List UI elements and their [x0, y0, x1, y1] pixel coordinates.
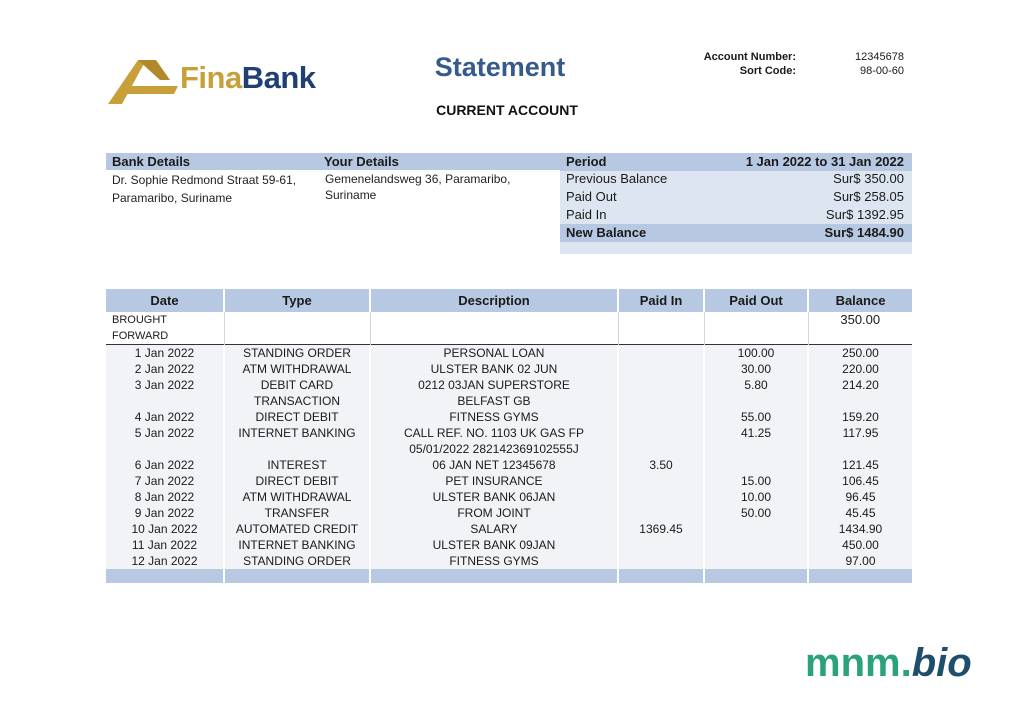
- paid-in-value: Sur$ 1392.95: [825, 207, 904, 222]
- table-row: [106, 425, 912, 457]
- table-row: [106, 505, 912, 521]
- table-row: [106, 377, 912, 409]
- table-row: [106, 473, 912, 489]
- date-cell-text: 9 Jan 2022: [134, 506, 195, 520]
- description-cell: [370, 489, 618, 505]
- paid-in-cell: [618, 457, 704, 473]
- table-row: [106, 489, 912, 505]
- bank-logo-icon: [108, 58, 178, 106]
- type-cell: [224, 377, 370, 409]
- brought-forward-balance: 350.00: [808, 312, 912, 345]
- type-cell: [224, 345, 370, 361]
- balance-cell: [808, 473, 912, 489]
- paid-out-cell: [704, 361, 808, 377]
- brought-forward-row: [106, 312, 912, 345]
- date-cell-text: 3 Jan 2022: [134, 378, 195, 392]
- statement-title: Statement: [434, 52, 566, 82]
- paid-out-cell: [704, 473, 808, 489]
- table-cell: [224, 312, 370, 345]
- column-header-balance: Balance: [808, 289, 912, 312]
- description-cell: [370, 505, 618, 521]
- description-cell-text-line2: 05/01/2022 282142369102555J: [409, 442, 579, 456]
- date-cell-text: 5 Jan 2022: [134, 426, 195, 440]
- description-cell-text-line2: BELFAST GB: [457, 394, 531, 408]
- description-cell-text: 06 JAN NET 12345678: [432, 458, 556, 472]
- paid-out-cell-text: 55.00: [740, 410, 772, 424]
- description-cell: [370, 457, 618, 473]
- column-header-paid-in: Paid In: [618, 289, 704, 312]
- paid-in-cell: [618, 489, 704, 505]
- account-number-label: Account Number:: [703, 51, 796, 63]
- paid-out-cell-text: 100.00: [737, 346, 775, 360]
- balance-cell: [808, 489, 912, 505]
- description-cell-text: FROM JOINT: [457, 506, 531, 520]
- description-cell: [370, 553, 618, 569]
- balance-cell-text: 250.00: [842, 346, 879, 360]
- type-cell: [224, 425, 370, 457]
- date-cell: [106, 409, 224, 425]
- date-cell: [106, 489, 224, 505]
- bank-details-heading: Bank Details: [106, 153, 320, 170]
- balance-cell-text: 117.95: [842, 426, 879, 440]
- type-cell: [224, 553, 370, 569]
- paid-in-label: Paid In: [566, 207, 607, 222]
- balance-cell: [808, 361, 912, 377]
- paid-in-cell: [618, 473, 704, 489]
- period-label: Period: [566, 154, 607, 169]
- paid-out-cell: [704, 505, 808, 521]
- date-cell: [106, 425, 224, 457]
- balance-cell-text: 96.45: [845, 490, 876, 504]
- watermark-part1: mnm.: [805, 641, 912, 685]
- balance-cell: [808, 521, 912, 537]
- date-cell: [106, 473, 224, 489]
- date-cell-text: 1 Jan 2022: [134, 346, 195, 360]
- footer-cell: [106, 569, 224, 583]
- balance-cell-text: 450.00: [842, 538, 879, 552]
- new-balance-value: Sur$ 1484.90: [824, 225, 904, 240]
- description-cell: [370, 377, 618, 409]
- paid-out-cell: [704, 345, 808, 361]
- column-header-paid-out: Paid Out: [704, 289, 808, 312]
- type-cell-text: DIRECT DEBIT: [255, 410, 339, 424]
- previous-balance-value: Sur$ 350.00: [833, 171, 904, 186]
- paid-in-cell: [618, 409, 704, 425]
- paid-out-label: Paid Out: [566, 189, 617, 204]
- customer-address: [325, 171, 545, 203]
- date-cell-text: 12 Jan 2022: [131, 554, 198, 568]
- paid-in-cell: [618, 537, 704, 553]
- description-cell-text: CALL REF. NO. 1103 UK GAS FP: [403, 426, 585, 440]
- table-row: [106, 521, 912, 537]
- footer-cell: [370, 569, 618, 583]
- transactions-body: [106, 312, 912, 569]
- type-cell-text: STANDING ORDER: [243, 346, 351, 360]
- date-cell: [106, 345, 224, 361]
- description-cell: [370, 425, 618, 457]
- balance-cell-text: 214.20: [842, 378, 879, 392]
- paid-in-cell-text: 3.50: [649, 458, 673, 472]
- paid-in-cell: [618, 345, 704, 361]
- date-cell: [106, 361, 224, 377]
- balance-cell: [808, 553, 912, 569]
- paid-out-cell: [704, 489, 808, 505]
- your-details-heading: Your Details: [318, 153, 560, 170]
- description-cell-text: ULSTER BANK 09JAN: [432, 538, 556, 552]
- paid-out-cell-text: 10.00: [740, 490, 772, 504]
- paid-out-cell: [704, 537, 808, 553]
- paid-in-cell: [618, 521, 704, 537]
- logo-text-bank: Bank: [241, 60, 316, 95]
- date-cell: [106, 505, 224, 521]
- type-cell: [224, 473, 370, 489]
- description-cell-text: ULSTER BANK 06JAN: [432, 490, 556, 504]
- column-header-date: Date: [106, 289, 224, 312]
- paid-out-cell-text: 41.25: [740, 426, 772, 440]
- type-cell-text: TRANSFER: [264, 506, 330, 520]
- paid-in-cell: [618, 361, 704, 377]
- paid-out-cell: [704, 553, 808, 569]
- balance-cell-text: 45.45: [845, 506, 876, 520]
- paid-in-cell: [618, 553, 704, 569]
- type-cell: [224, 457, 370, 473]
- column-header-description: Description: [370, 289, 618, 312]
- paid-out-cell: [704, 425, 808, 457]
- previous-balance-label: Previous Balance: [566, 171, 668, 186]
- type-cell-text: INTERNET BANKING: [238, 426, 356, 440]
- balance-cell-text: 1434.90: [838, 522, 883, 536]
- account-number: 12345678: [855, 51, 904, 63]
- balance-cell-text: 159.20: [842, 410, 879, 424]
- paid-out-cell: [704, 377, 808, 409]
- type-cell: [224, 505, 370, 521]
- customer-address-line2: Suriname: [325, 188, 377, 202]
- paid-out-cell: [704, 521, 808, 537]
- table-cell: [370, 312, 618, 345]
- sort-code-label: Sort Code:: [739, 65, 796, 77]
- table-footer-row: [106, 569, 912, 583]
- table-row: [106, 361, 912, 377]
- type-cell: [224, 361, 370, 377]
- description-cell-text: PET INSURANCE: [445, 474, 543, 488]
- balance-cell-text: 220.00: [842, 362, 879, 376]
- type-cell: [224, 521, 370, 537]
- balance-cell-text: 121.45: [842, 458, 879, 472]
- balance-cell: [808, 425, 912, 457]
- type-cell: [224, 489, 370, 505]
- paid-in-cell: [618, 505, 704, 521]
- account-labels: [690, 50, 796, 78]
- type-cell-text: DIRECT DEBIT: [255, 474, 339, 488]
- type-cell-text: STANDING ORDER: [243, 554, 351, 568]
- balance-cell-text: 97.00: [845, 554, 876, 568]
- date-cell-text: 6 Jan 2022: [134, 458, 195, 472]
- paid-out-cell-text: 15.00: [740, 474, 772, 488]
- balance-cell-text: 106.45: [842, 474, 879, 488]
- description-cell: [370, 537, 618, 553]
- date-cell: [106, 553, 224, 569]
- brought-forward-label: BROUGHT FORWARD: [106, 312, 224, 345]
- table-cell: [704, 312, 808, 345]
- watermark-logo: [805, 641, 972, 686]
- footer-cell: [618, 569, 704, 583]
- description-cell-text: ULSTER BANK 02 JUN: [430, 362, 558, 376]
- bank-address-line2: Paramaribo, Suriname: [112, 191, 233, 205]
- account-values: [820, 50, 904, 78]
- paid-in-cell: [618, 377, 704, 409]
- date-cell: [106, 537, 224, 553]
- description-cell: [370, 473, 618, 489]
- paid-out-cell-text: 30.00: [740, 362, 772, 376]
- table-row: [106, 409, 912, 425]
- bank-logo: [108, 58, 358, 108]
- footer-cell: [704, 569, 808, 583]
- description-cell-text: FITNESS GYMS: [449, 410, 539, 424]
- description-cell-text: SALARY: [470, 522, 518, 536]
- date-cell: [106, 521, 224, 537]
- column-header-type: Type: [224, 289, 370, 312]
- description-cell-text: PERSONAL LOAN: [443, 346, 545, 360]
- table-cell: [618, 312, 704, 345]
- new-balance-row: [560, 224, 912, 242]
- bank-logo-wordmark: [180, 60, 316, 96]
- date-cell-text: 4 Jan 2022: [134, 410, 195, 424]
- paid-out-cell: [704, 457, 808, 473]
- paid-in-cell-text: 1369.45: [639, 522, 683, 536]
- transactions-table: [106, 289, 912, 583]
- type-cell-text: DEBIT CARD: [260, 378, 334, 392]
- paid-in-cell: [618, 425, 704, 457]
- date-cell-text: 2 Jan 2022: [134, 362, 195, 376]
- type-cell-text: INTEREST: [267, 458, 327, 472]
- table-row: [106, 537, 912, 553]
- table-row: [106, 457, 912, 473]
- balance-cell: [808, 457, 912, 473]
- date-cell-text: 10 Jan 2022: [131, 522, 198, 536]
- type-cell: [224, 537, 370, 553]
- description-cell-text: FITNESS GYMS: [449, 554, 539, 568]
- statement-summary: [560, 153, 912, 254]
- table-header-row: [106, 289, 912, 312]
- date-cell-text: 8 Jan 2022: [134, 490, 195, 504]
- type-cell: [224, 409, 370, 425]
- period-row: [560, 153, 912, 171]
- type-cell-text: INTERNET BANKING: [238, 538, 356, 552]
- date-cell: [106, 457, 224, 473]
- paid-out-cell-text: 50.00: [740, 506, 772, 520]
- balance-cell: [808, 537, 912, 553]
- paid-out-cell: [704, 409, 808, 425]
- table-row: [106, 553, 912, 569]
- description-cell-text: 0212 03JAN SUPERSTORE: [418, 378, 570, 392]
- date-cell-text: 11 Jan 2022: [131, 538, 198, 552]
- type-cell-text: AUTOMATED CREDIT: [235, 522, 359, 536]
- balance-cell: [808, 345, 912, 361]
- type-cell-text-line2: TRANSACTION: [253, 394, 340, 408]
- previous-balance-row: [560, 170, 912, 188]
- customer-address-line1: Gemenelandsweg 36, Paramaribo,: [325, 172, 511, 186]
- balance-cell: [808, 377, 912, 409]
- watermark-part2: bio: [911, 641, 972, 685]
- description-cell: [370, 409, 618, 425]
- bank-address: [112, 171, 317, 207]
- period-value: 1 Jan 2022 to 31 Jan 2022: [745, 154, 904, 169]
- date-cell-text: 7 Jan 2022: [134, 474, 195, 488]
- new-balance-label: New Balance: [566, 225, 647, 240]
- paid-in-row: [560, 206, 912, 224]
- paid-out-value: Sur$ 258.05: [833, 189, 904, 204]
- footer-cell: [808, 569, 912, 583]
- date-cell: [106, 377, 224, 409]
- balance-cell: [808, 409, 912, 425]
- paid-out-cell-text: 5.80: [744, 378, 768, 392]
- description-cell: [370, 345, 618, 361]
- description-cell: [370, 361, 618, 377]
- sort-code: 98-00-60: [859, 65, 904, 77]
- balance-cell: [808, 505, 912, 521]
- type-cell-text: ATM WITHDRAWAL: [242, 362, 352, 376]
- logo-text-fina: Fina: [180, 60, 242, 95]
- footer-cell: [224, 569, 370, 583]
- type-cell-text: ATM WITHDRAWAL: [242, 490, 352, 504]
- bank-address-line1: Dr. Sophie Redmond Straat 59-61,: [112, 173, 297, 187]
- table-row: [106, 345, 912, 361]
- description-cell: [370, 521, 618, 537]
- paid-out-row: [560, 188, 912, 206]
- account-type: CURRENT ACCOUNT: [436, 102, 578, 118]
